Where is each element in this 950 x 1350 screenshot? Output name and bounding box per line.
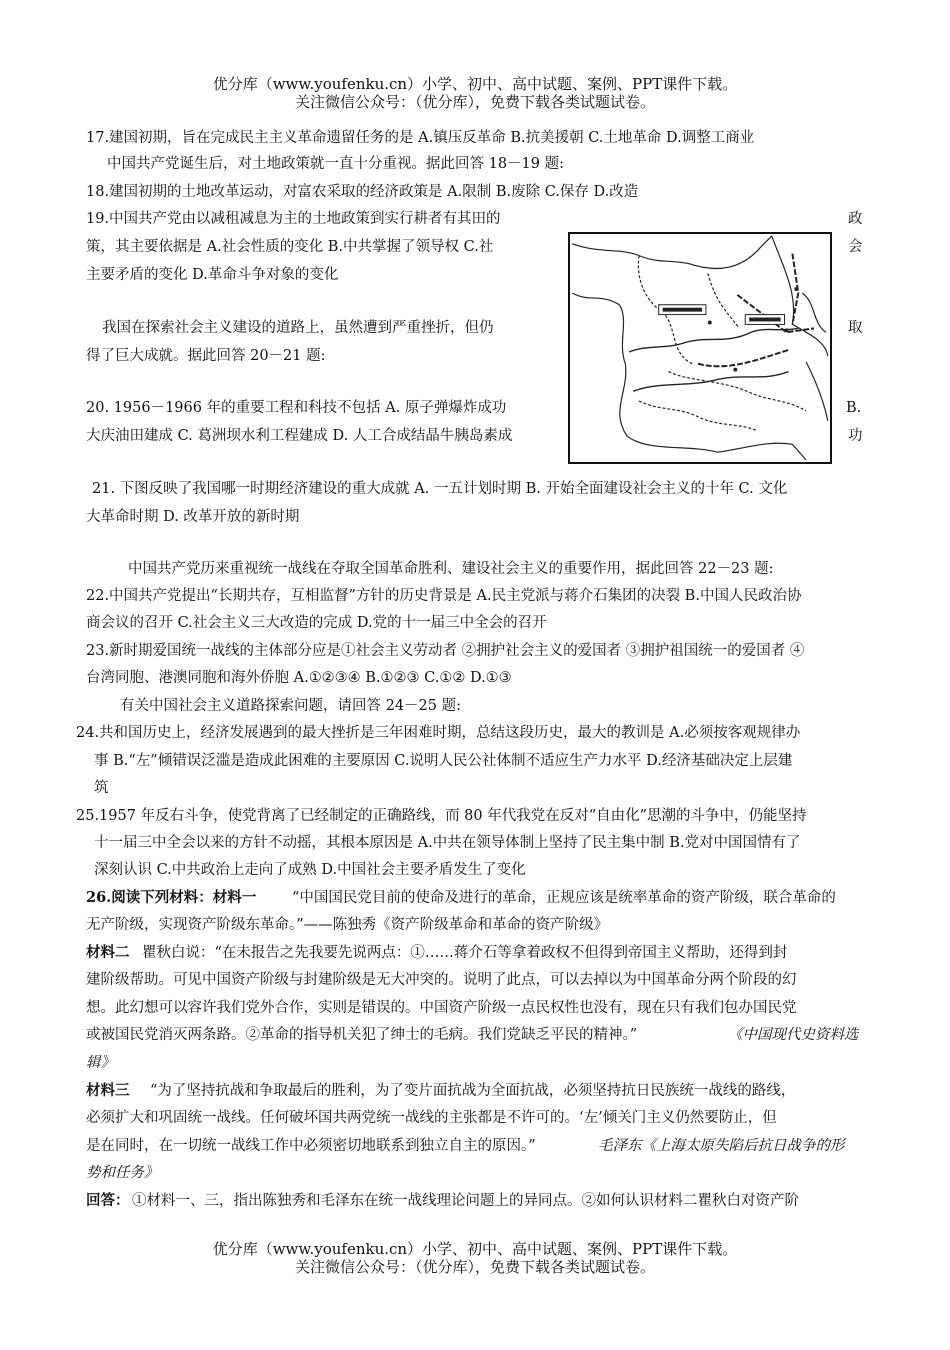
question-23-line-2: 台湾同胞、港澳同胞和海外侨胞 A.①②③④ B.①②③ C.①② D.①③ <box>86 670 512 686</box>
question-23-line-1: 23.新时期爱国统一战线的主体部分应是①社会主义劳动者 ②拥护社会主义的爱国者 ③拥护祖国统一的爱国者 ④ <box>86 643 805 659</box>
question-20-line-2: 大庆油田建成 C. 葛洲坝水利工程建成 D. 人工合成结晶牛胰岛素成 <box>86 428 513 444</box>
question-19-right-2: 会 <box>848 239 863 255</box>
question-25-line-2: 十一届三中全会以来的方针不动摇，其根本原因是 A.中共在领导体制上坚持了民主集中制 B.党对中国国情有了 <box>94 835 801 851</box>
question-21-line-1: 21. 下图反映了我国哪一时期经济建设的重大成就 A. 一五计划时期 B. 开始全面建设社会主义的十年 C. 文化 <box>92 481 788 497</box>
question-20-line-1: 20. 1956－1966 年的重要工程和科技不包括 A. 原子弹爆炸成功 <box>86 400 507 416</box>
intro-18-19: 中国共产党诞生后，对土地政策就一直十分重视。据此回答 18－19 题: <box>107 156 565 172</box>
material-2-line-2: 建阶级帮助。可见中国资产阶级与封建阶级是无大冲突的。说明了此点，可以去掉以为中国革命分两个阶段的幻 <box>86 972 797 988</box>
material-3-label: 材料三 <box>86 1082 130 1099</box>
answer-text: ①材料一、三，指出陈独秀和毛泽东在统一战线理论问题上的异同点。②如何认识材料二瞿秋白对资产阶 <box>132 1193 799 1209</box>
question-18: 18.建国初期的土地改革运动，对富农采取的经济政策是 A.限制 B.废除 C.保存 D.改造 <box>86 184 639 200</box>
intro-20-21-line-1: 我国在探索社会主义建设的道路上，虽然遭到严重挫折，但仍 <box>102 320 494 336</box>
question-19-line-2: 策，其主要依据是 A.社会性质的变化 B.中共掌握了领导权 C.社 <box>86 239 494 255</box>
question-24-line-2: 事 B.“左”倾错误泛滥是造成此困难的主要原因 C.说明人民公社体制不适应生产力水平 D.经济基础决定上层建 <box>94 753 793 769</box>
question-20-right-1: B. <box>846 400 862 416</box>
question-21-line-2: 大革命时期 D. 改革开放的新时期 <box>86 509 300 525</box>
intro-20-21-right-1: 取 <box>848 320 863 336</box>
material-3-source-1: 毛泽东《上海太原失陷后抗日战争的形 <box>598 1138 845 1154</box>
question-19-line-3: 主要矛盾的变化 D.革命斗争对象的变化 <box>86 267 339 283</box>
question-25-line-1: 25.1957 年反右斗争，使党背离了已经制定的正确路线，而 80 年代我党在反对“自由化”思潮的斗争中，仍能坚持 <box>76 808 807 824</box>
intro-22-23: 中国共产党历来重视统一战线在夺取全国革命胜利、建设社会主义的重要作用，据此回答 22－23 题: <box>128 561 774 577</box>
question-24-line-3: 筑 <box>94 780 109 796</box>
question-24-line-1: 24.共和国历史上，经济发展遇到的最大挫折是三年困难时期，总结这段历史，最大的教训是 A.必须按客观规律办 <box>76 725 801 741</box>
question-19-line-1: 19.中国共产党由以减租减息为主的土地政策到实行耕者有其田的 <box>86 211 501 227</box>
material-2-line-4: 或被国民党消灭两条路。②革命的指导机关犯了绅士的毛病。我们党缺乏平民的精神。” <box>86 1027 638 1043</box>
material-2-source-1: 《中国现代史资料选 <box>728 1027 859 1043</box>
question-26-label: 26.阅读下列材料：材料一 <box>86 889 257 906</box>
railway-map-figure <box>568 232 832 464</box>
material-2-label: 材料二 <box>86 944 130 961</box>
question-22-line-1: 22.中国共产党提出“长期共存，互相监督”方针的历史背景是 A.民主党派与蒋介石集团的决裂 B.中国人民政治协 <box>86 588 802 604</box>
material-1-line-2: 无产阶级，实现资产阶级东革命。”——陈独秀《资产阶级革命和革命的资产阶级》 <box>86 917 609 933</box>
material-2-line-3: 想。此幻想可以容许我们党外合作，实则是错误的。中国资产阶级一点民权性也没有，现在只有我们包办国民党 <box>86 1000 797 1016</box>
header-line-2: 关注微信公众号：（优分库），免费下载各类试题试卷。 <box>294 93 655 111</box>
question-25-line-3: 深刻认识 C.中共政治上走向了成熟 D.中国社会主要矛盾发生了变化 <box>94 862 526 878</box>
answer-label: 回答： <box>86 1192 130 1209</box>
material-3-line-2: 必须扩大和巩固统一战线。任何破坏国共两党统一战线的主张都是不许可的。‘左’倾关门主义仍然要防止，但 <box>86 1110 777 1126</box>
material-2-line-1: 瞿秋白说：“在未报告之先我要先说两点：①……蒋介石等拿着政权不但得到帝国主义帮助，还得到封 <box>142 945 788 961</box>
map-drawing <box>570 234 830 462</box>
material-2-source-2: 辑》 <box>86 1055 115 1071</box>
footer-line-2: 关注微信公众号：（优分库），免费下载各类试题试卷。 <box>294 1258 655 1276</box>
material-3-source-2: 势和任务》 <box>86 1165 159 1181</box>
question-19-right-1: 政 <box>848 211 863 227</box>
question-22-line-2: 商会议的召开 C.社会主义三大改造的完成 D.党的十一届三中全会的召开 <box>86 615 547 631</box>
intro-20-21-line-2: 得了巨大成就。据此回答 20－21 题: <box>86 348 326 364</box>
material-3-line-3: 是在同时，在一切统一战线工作中必须密切地联系到独立自主的原因。” <box>86 1138 536 1154</box>
header-line-1: 优分库（www.youfenku.cn）小学、初中、高中试题、案例、PPT课件下载。 <box>212 75 738 93</box>
question-20-right-2: 功 <box>848 428 863 444</box>
material-3-line-1: “为了坚持抗战和争取最后的胜利，为了变片面抗战为全面抗战，必须坚持抗日民族统一战线的路线， <box>150 1083 796 1099</box>
question-17: 17.建国初期，旨在完成民主主义革命遗留任务的是 A.镇压反革命 B.抗美援朝 C.土地革命 D.调整工商业 <box>86 130 755 146</box>
footer-line-1: 优分库（www.youfenku.cn）小学、初中、高中试题、案例、PPT课件下载。 <box>212 1240 738 1258</box>
material-1-line-1: “中国国民党目前的使命及进行的革命，正规应该是统率革命的资产阶级，联合革命的 <box>292 890 836 906</box>
intro-24-25: 有关中国社会主义道路探索问题，请回答 24－25 题: <box>120 698 462 714</box>
